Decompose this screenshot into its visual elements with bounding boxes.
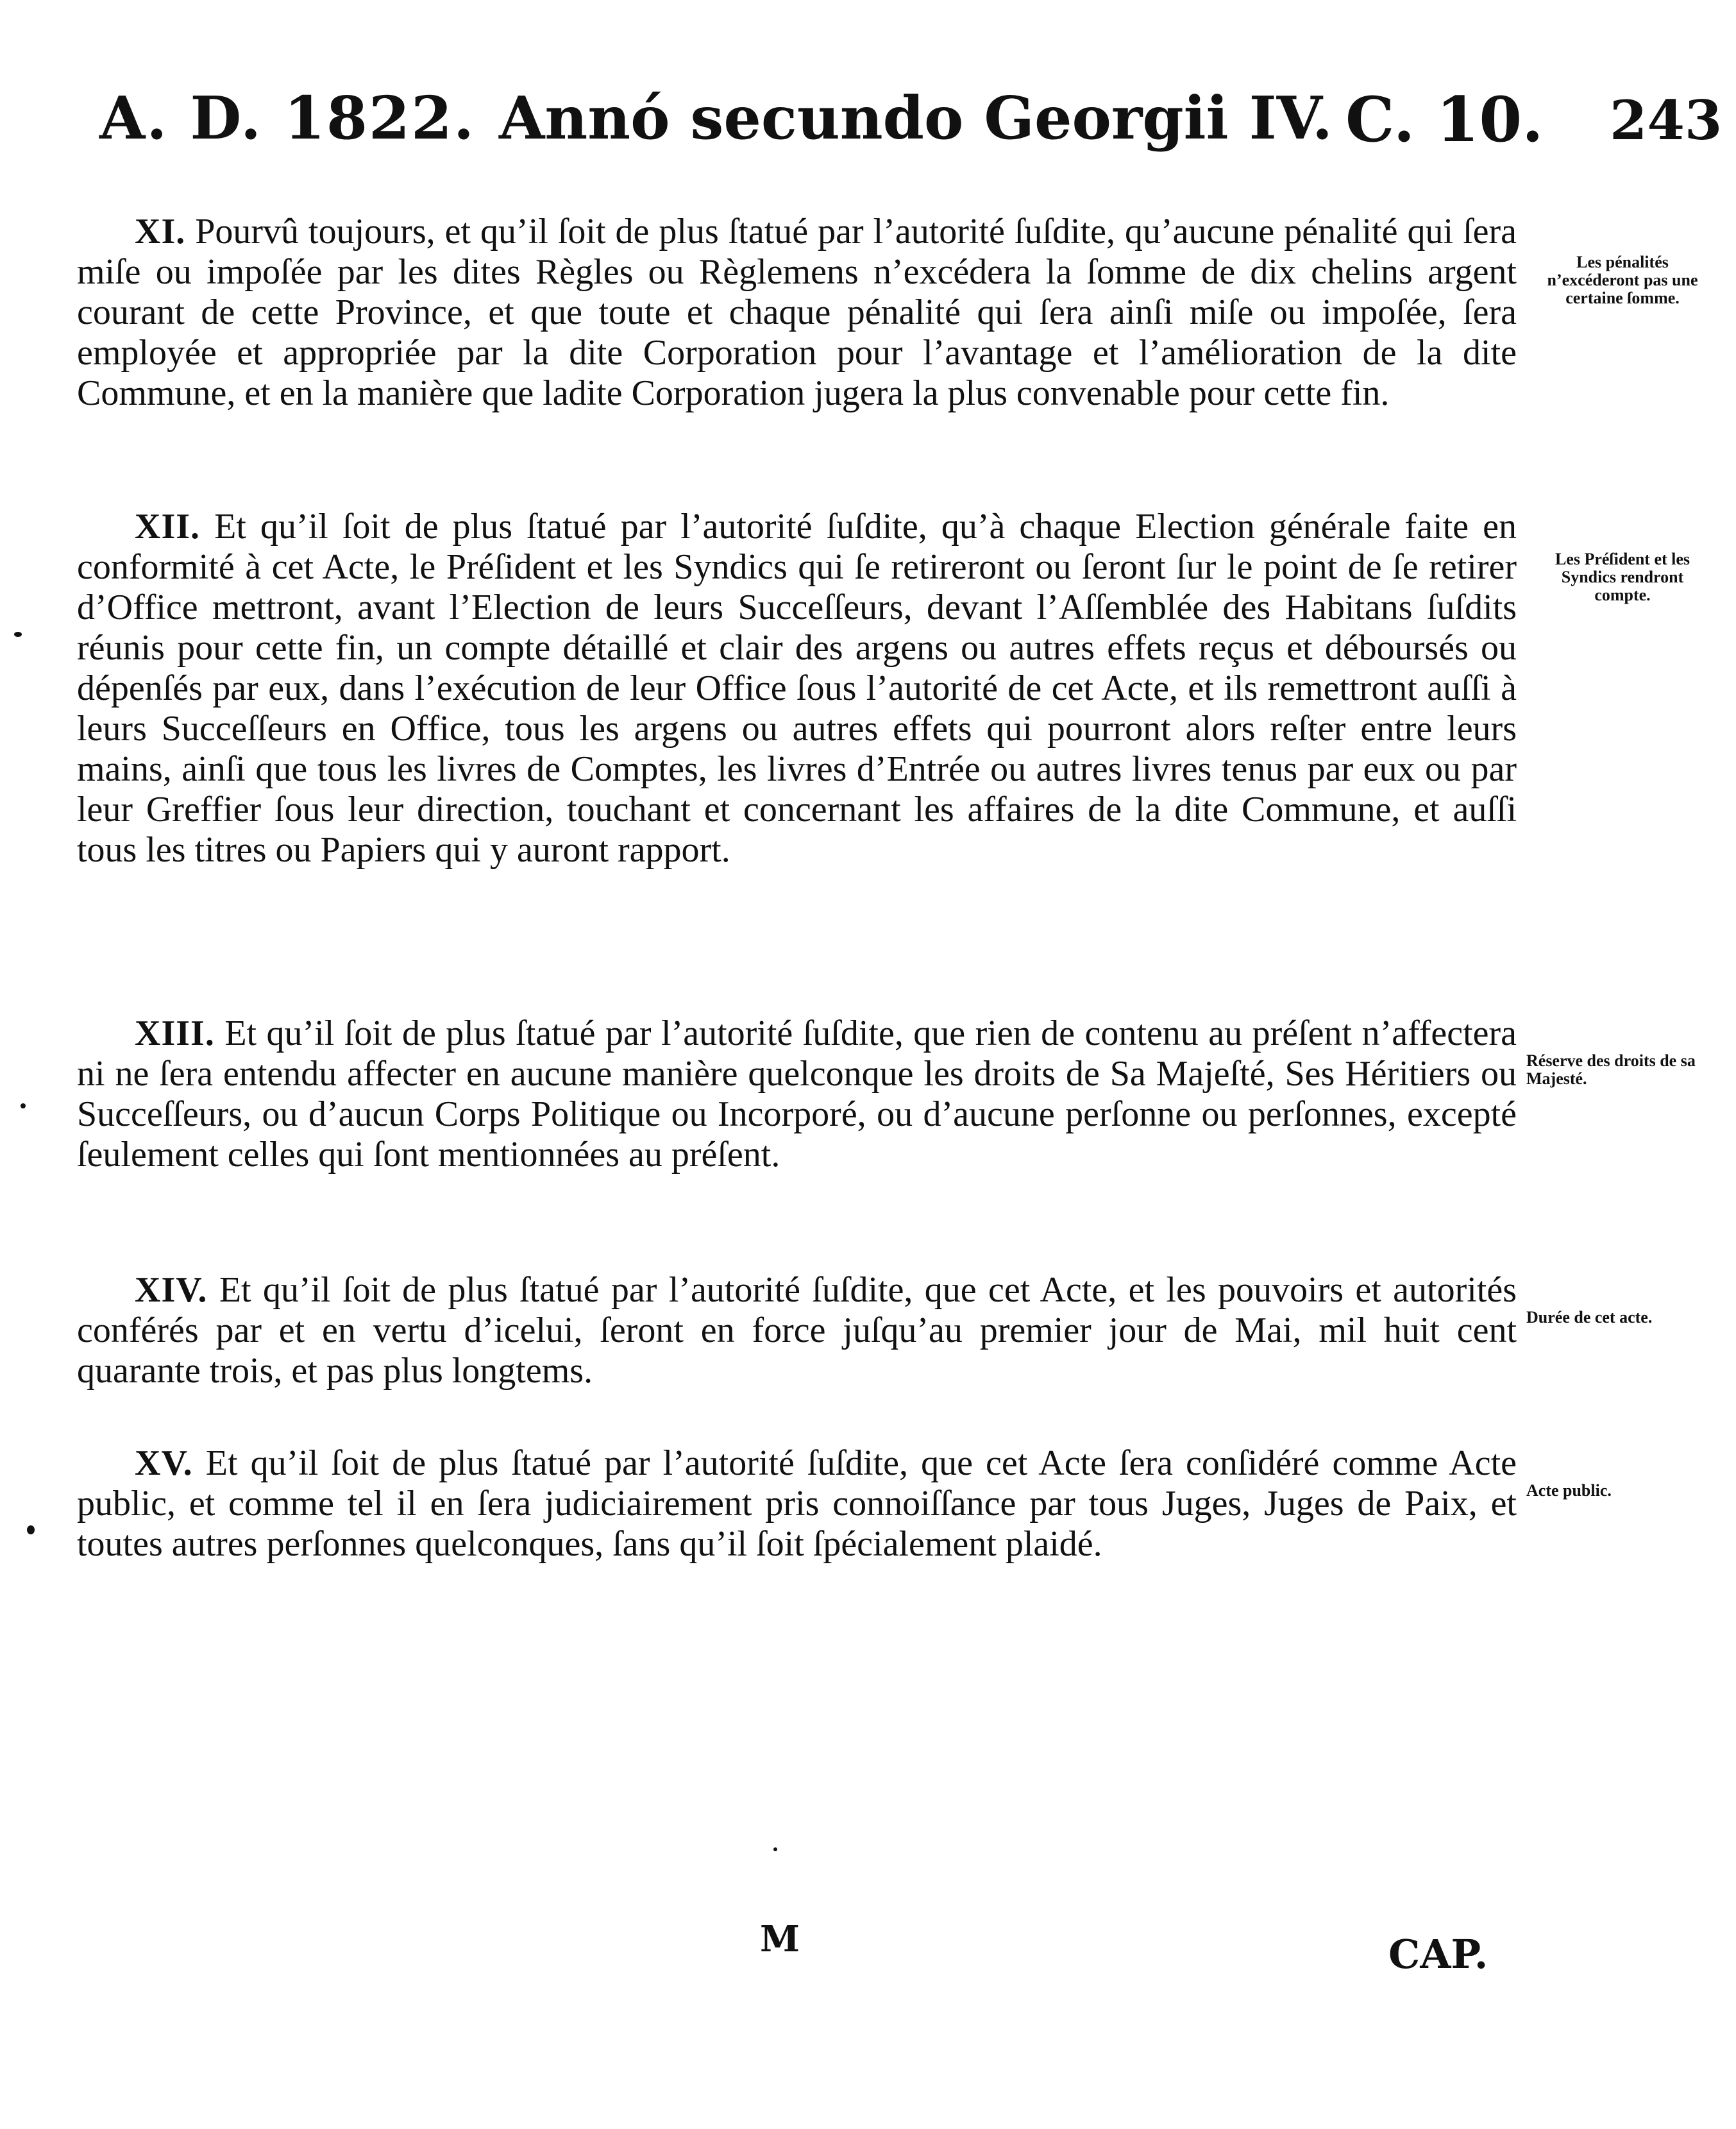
section-text: Et qu’il ſoit de plus ſtatué par l’autorité ſuſdite, que cet Acte ſera conſidéré comme Acte public, et comme tel il en ſera judiciairement pris connoiſſance par tous Juges, Juges de Paix, et toutes autres perſonnes quelconques, ſans qu’il ſoit ſpécialement plaidé. (77, 1443, 1517, 1564)
print-speck (27, 1525, 35, 1534)
section-text: Pourvû toujours, et qu’il ſoit de plus ſtatué par l’autorité ſuſdite, qu’aucune pénalité qui ſera miſe ou impoſée par les dites Règles ou Règlemens n’excédera la ſomme de dix chelins argent courant de cette Province, et que toute et chaque pénalité qui ſera ainſi miſe ou impoſée, ſera employée et appropriée par la dite Corporation pour l’avantage et l’amélioration de la dite Commune, et en la manière que ladite Corporation jugera la plus convenable pour cette fin. (77, 212, 1517, 413)
header-year: A. D. 1822. (99, 83, 476, 153)
running-header (0, 83, 1736, 180)
section-xii (77, 507, 1517, 870)
print-speck (21, 1103, 26, 1108)
print-speck (14, 632, 22, 637)
page-number: 243 (1610, 89, 1723, 152)
section-xiii (77, 1014, 1517, 1175)
section-number: XV. (135, 1443, 193, 1483)
margin-note-xi: Les pénalités n’excéderont pas une certaine ſomme. (1547, 253, 1698, 307)
section-text: Et qu’il ſoit de plus ſtatué par l’autorité ſuſdite, que rien de contenu au préſent n’affectera ni ne ſera entendu affecter en aucune manière quelconque les droits de Sa Majeſté, Ses Héritiers ou Succeſſeurs, ou d’aucun Corps Politique ou Incorporé, ou d’aucune perſonne ou perſonnes, excepté ſeulement celles qui ſont mentionnées au préſent. (77, 1014, 1517, 1175)
print-speck (773, 1847, 777, 1851)
signature-mark: M (760, 1918, 800, 1960)
section-number: XII. (135, 507, 201, 547)
section-text: Et qu’il ſoit de plus ſtatué par l’autorité ſuſdite, que cet Acte, et les pouvoirs et autorités conférés par et en vertu d’icelui, ſeront en force juſqu’au premier jour de Mai, mil huit cent quarante trois, et pas plus longtems. (77, 1270, 1517, 1391)
section-xv (77, 1443, 1517, 1565)
section-xi (77, 212, 1517, 414)
section-number: XI. (135, 212, 186, 251)
margin-note-xiii: Réserve des droits de sa Majesté. (1526, 1051, 1696, 1088)
margin-note-xii: Les Préſident et les Syndics rendront compte. (1555, 550, 1690, 604)
section-number: XIII. (135, 1014, 215, 1053)
margin-note-xiv: Durée de cet acte. (1526, 1308, 1653, 1327)
section-text: Et qu’il ſoit de plus ſtatué par l’autorité ſuſdite, qu’à chaque Election générale faite en conformité à cet Acte, le Préſident et les Syndics qui ſe retireront ou ſeront ſur le point de ſe retirer d’Office mettront, avant l’Election de leurs Succeſſeurs, devant l’Aſſemblée des Habitans ſuſdits réunis pour cette fin, un compte détaillé et clair des argens ou autres effets reçus et déboursés ou dépenſés par eux, dans l’exécution de leur Office ſous l’autorité de cet Acte, et ils remettront auſſi à leurs Succeſſeurs en Office, tous les argens ou autres effets qui pourront alors reſter entre leurs mains, ainſi que tous les livres de Comptes, les livres d’Entrée ou autres livres tenus par eux ou par leur Greffier ſous leur direction, touchant et concernant les affaires de la dite Commune, et auſſi tous les titres ou Papiers qui y auront rapport. (77, 507, 1517, 870)
header-regnal-year: Annó secundo Georgii IV. (499, 83, 1333, 153)
header-chapter: C. 10. (1345, 83, 1544, 156)
margin-note-xv: Acte public. (1526, 1481, 1612, 1500)
section-xiv (77, 1270, 1517, 1391)
section-number: XIV. (135, 1270, 208, 1310)
catchword: CAP. (1388, 1931, 1488, 1978)
